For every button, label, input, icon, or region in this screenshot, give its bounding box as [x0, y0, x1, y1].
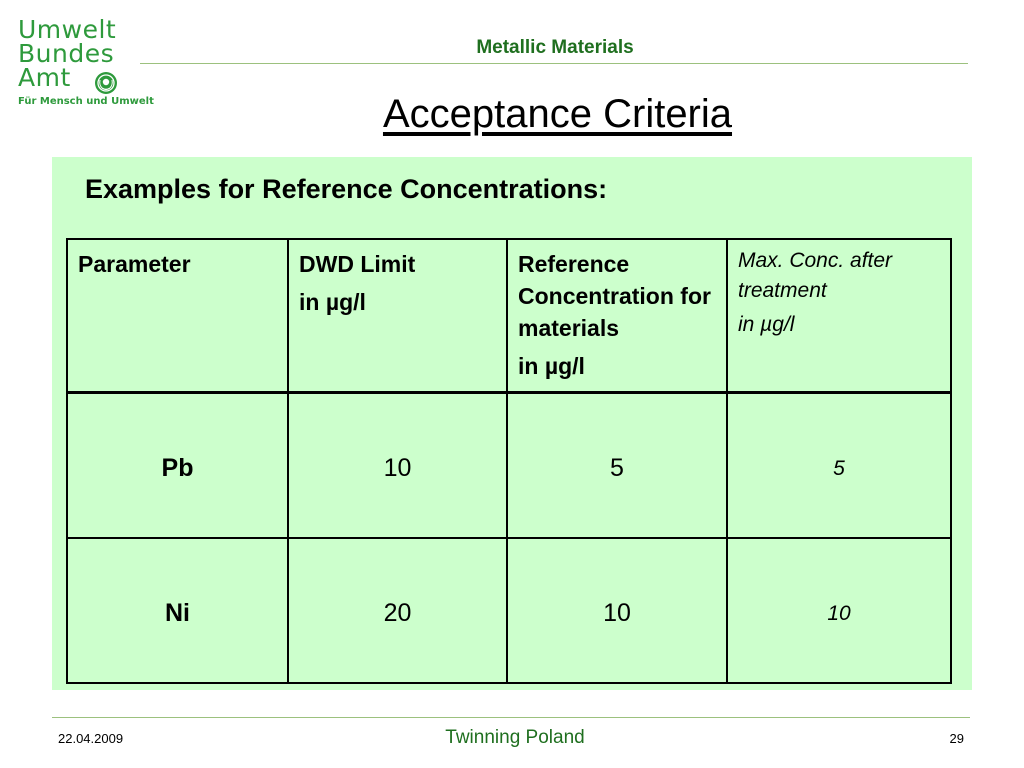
table-cell-parameter — [67, 393, 288, 539]
header-title: Metallic Materials — [476, 37, 634, 58]
header-cell-dwd-limit — [288, 239, 507, 393]
logo-line-2: Bundes — [18, 39, 115, 68]
table-row — [67, 538, 951, 683]
cell-value: 20 — [383, 599, 412, 627]
logo-tagline: Für Mensch und Umwelt — [18, 96, 154, 107]
table-cell-reference — [507, 393, 727, 539]
logo-line-1: Umwelt — [18, 15, 117, 44]
cell-value: 5 — [833, 457, 845, 480]
table-cell-dwd-limit — [288, 538, 507, 683]
cell-value: Pb — [161, 454, 194, 482]
table-row — [67, 393, 951, 539]
footer-center-text: Twinning Poland — [445, 727, 585, 748]
reference-concentration-table — [66, 238, 952, 684]
page-number: 29 — [949, 731, 964, 746]
slide-title: Acceptance Criteria — [382, 92, 733, 136]
table-cell-dwd-limit — [288, 393, 507, 539]
header-unit: in µg/l — [738, 313, 795, 336]
header-cell-reference-concentration — [507, 239, 727, 393]
header-unit: in µg/l — [518, 353, 585, 379]
header-label: Reference Concentration for materials — [518, 251, 711, 341]
header-label: DWD Limit — [299, 251, 416, 277]
cell-value: 5 — [610, 454, 624, 482]
umweltbundesamt-logo — [18, 15, 154, 118]
un-emblem-icon — [94, 71, 118, 95]
table-cell-max-conc — [727, 538, 951, 683]
table-header-row — [67, 239, 951, 393]
header-cell-parameter — [67, 239, 288, 393]
table-cell-reference — [507, 538, 727, 683]
header-unit: in µg/l — [299, 289, 366, 315]
header-divider — [140, 63, 968, 64]
header-cell-max-conc — [727, 239, 951, 393]
footer-date: 22.04.2009 — [58, 731, 124, 746]
table-cell-max-conc — [727, 393, 951, 539]
header-label: Parameter — [78, 251, 191, 277]
header-label: Max. Conc. after treatment — [738, 249, 893, 302]
slide-subtitle: Examples for Reference Concentrations: — [85, 174, 608, 204]
footer-divider — [52, 717, 970, 718]
logo-line-3: Amt — [18, 63, 71, 92]
cell-value: 10 — [603, 599, 631, 627]
cell-value: Ni — [165, 599, 190, 627]
table-cell-parameter — [67, 538, 288, 683]
cell-value: 10 — [383, 454, 412, 482]
cell-value: 10 — [827, 602, 851, 625]
